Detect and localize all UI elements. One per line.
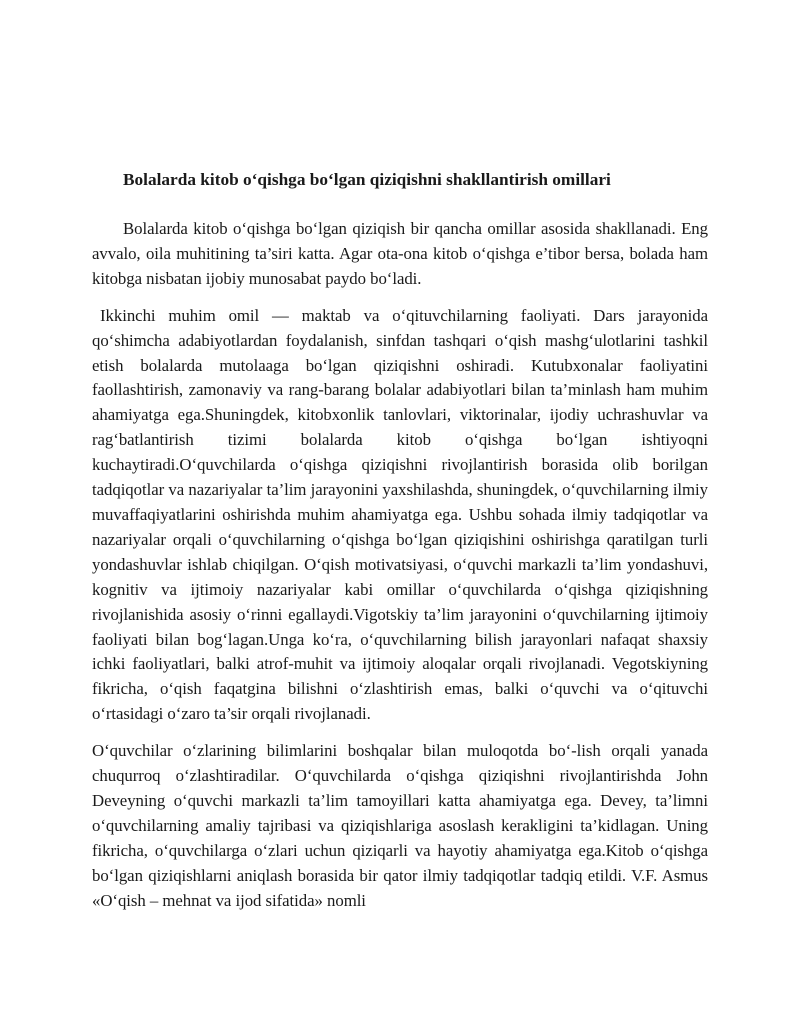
paragraph-2: Ikkinchi muhim omil — maktab va o‘qituvchilarning faoliyati. Dars jarayonida qo‘shimcha adabiyotlardan foydalanish, sinfdan tashqari o‘qish mashg‘ulotlarini tashkil etish bolalarda mutolaaga bo‘lgan qiziqishni oshiradi. Kutubxonalar faoliyatini faollashtirish, zamonaviy va rang-barang bolalar adabiyotlari bilan ta’minlash ham muhim ahamiyatga ega.Shuningdek, kitobxonlik tanlovlari, viktorinalar, ijodiy uchrashuvlar va rag‘batlantirish tizimi bolalarda kitob o‘qishga bo‘lgan ishtiyoqni kuchaytiradi.O‘quvchilarda o‘qishga qiziqishni rivojlantirish borasida olib borilgan tadqiqotlar va nazariyalar ta’lim jarayonini yaxshilashda, shuningdek, o‘quvchilarning ilmiy muvaffaqiyatlarini oshirishda muhim ahamiyatga ega. Ushbu sohada ilmiy tadqiqotlar va nazariyalar orqali o‘quvchilarning o‘qishga bo‘lgan qiziqishini oshirishga qaratilgan turli yondashuvlar ishlab chiqilgan. O‘qish motivatsiyasi, o‘quvchi markazli ta’lim yondashuvi, kognitiv va ijtimoiy nazariyalar kabi omillar o‘quvchilarda o‘qishga qiziqishning rivojlanishida asosiy o‘rinni egallaydi.Vigotskiy ta’lim jarayonini o‘quvchilarning ijtimoiy faoliyati bilan bog‘lagan.Unga ko‘ra, o‘quvchilarning bilish jarayonlari nafaqat shaxsiy ichki faoliyatlari, balki atrof-muhit va ijtimoiy aloqalar orqali rivojlanadi. Vegotskiyning fikricha, o‘qish faqatgina bilishni o‘zlashtirish emas, balki o‘quvchi va o‘qituvchi o‘rtasidagi o‘zaro ta’sir orqali rivojlanadi. bbox=[92, 305, 708, 724]
paragraph-3: O‘quvchilar o‘zlarining bilimlarini boshqalar bilan muloqotda bo‘-lish orqali yanada chuqurroq o‘zlashtiradilar. O‘quvchilarda o‘qishga qiziqishni rivojlantirishda John Deveyning o‘quvchi markazli ta’lim tamoyillari katta ahamiyatga ega. Devey, ta’limni o‘quvchilarning amaliy tajribasi va qiziqishlariga asoslash kerakligini ta’kidlagan. Uning fikricha, o‘quvchilarga o‘zlari uchun qiziqarli va hayotiy ahamiyatga ega.Kitob o‘qishga bo‘lgan qiziqishlarni aniqlash borasida bir qator ilmiy tadqiqotlar tadqiq etildi. V.F. Asmus «O‘qish – mehnat va ijod sifatida» nomli bbox=[92, 741, 708, 910]
document-title: Bolalarda kitob o‘qishga bo‘lgan qiziqishni shakllantirish omillari bbox=[123, 170, 611, 189]
document-page bbox=[92, 168, 708, 913]
paragraph-1: Bolalarda kitob o‘qishga bo‘lgan qiziqish bir qancha omillar asosida shakllanadi. Eng avvalo, oila muhitining ta’siri katta. Agar ota-ona kitob o‘qishga e’tibor bersa, bolada ham kitobga nisbatan ijobiy munosabat paydo bo‘ladi. bbox=[92, 219, 708, 288]
